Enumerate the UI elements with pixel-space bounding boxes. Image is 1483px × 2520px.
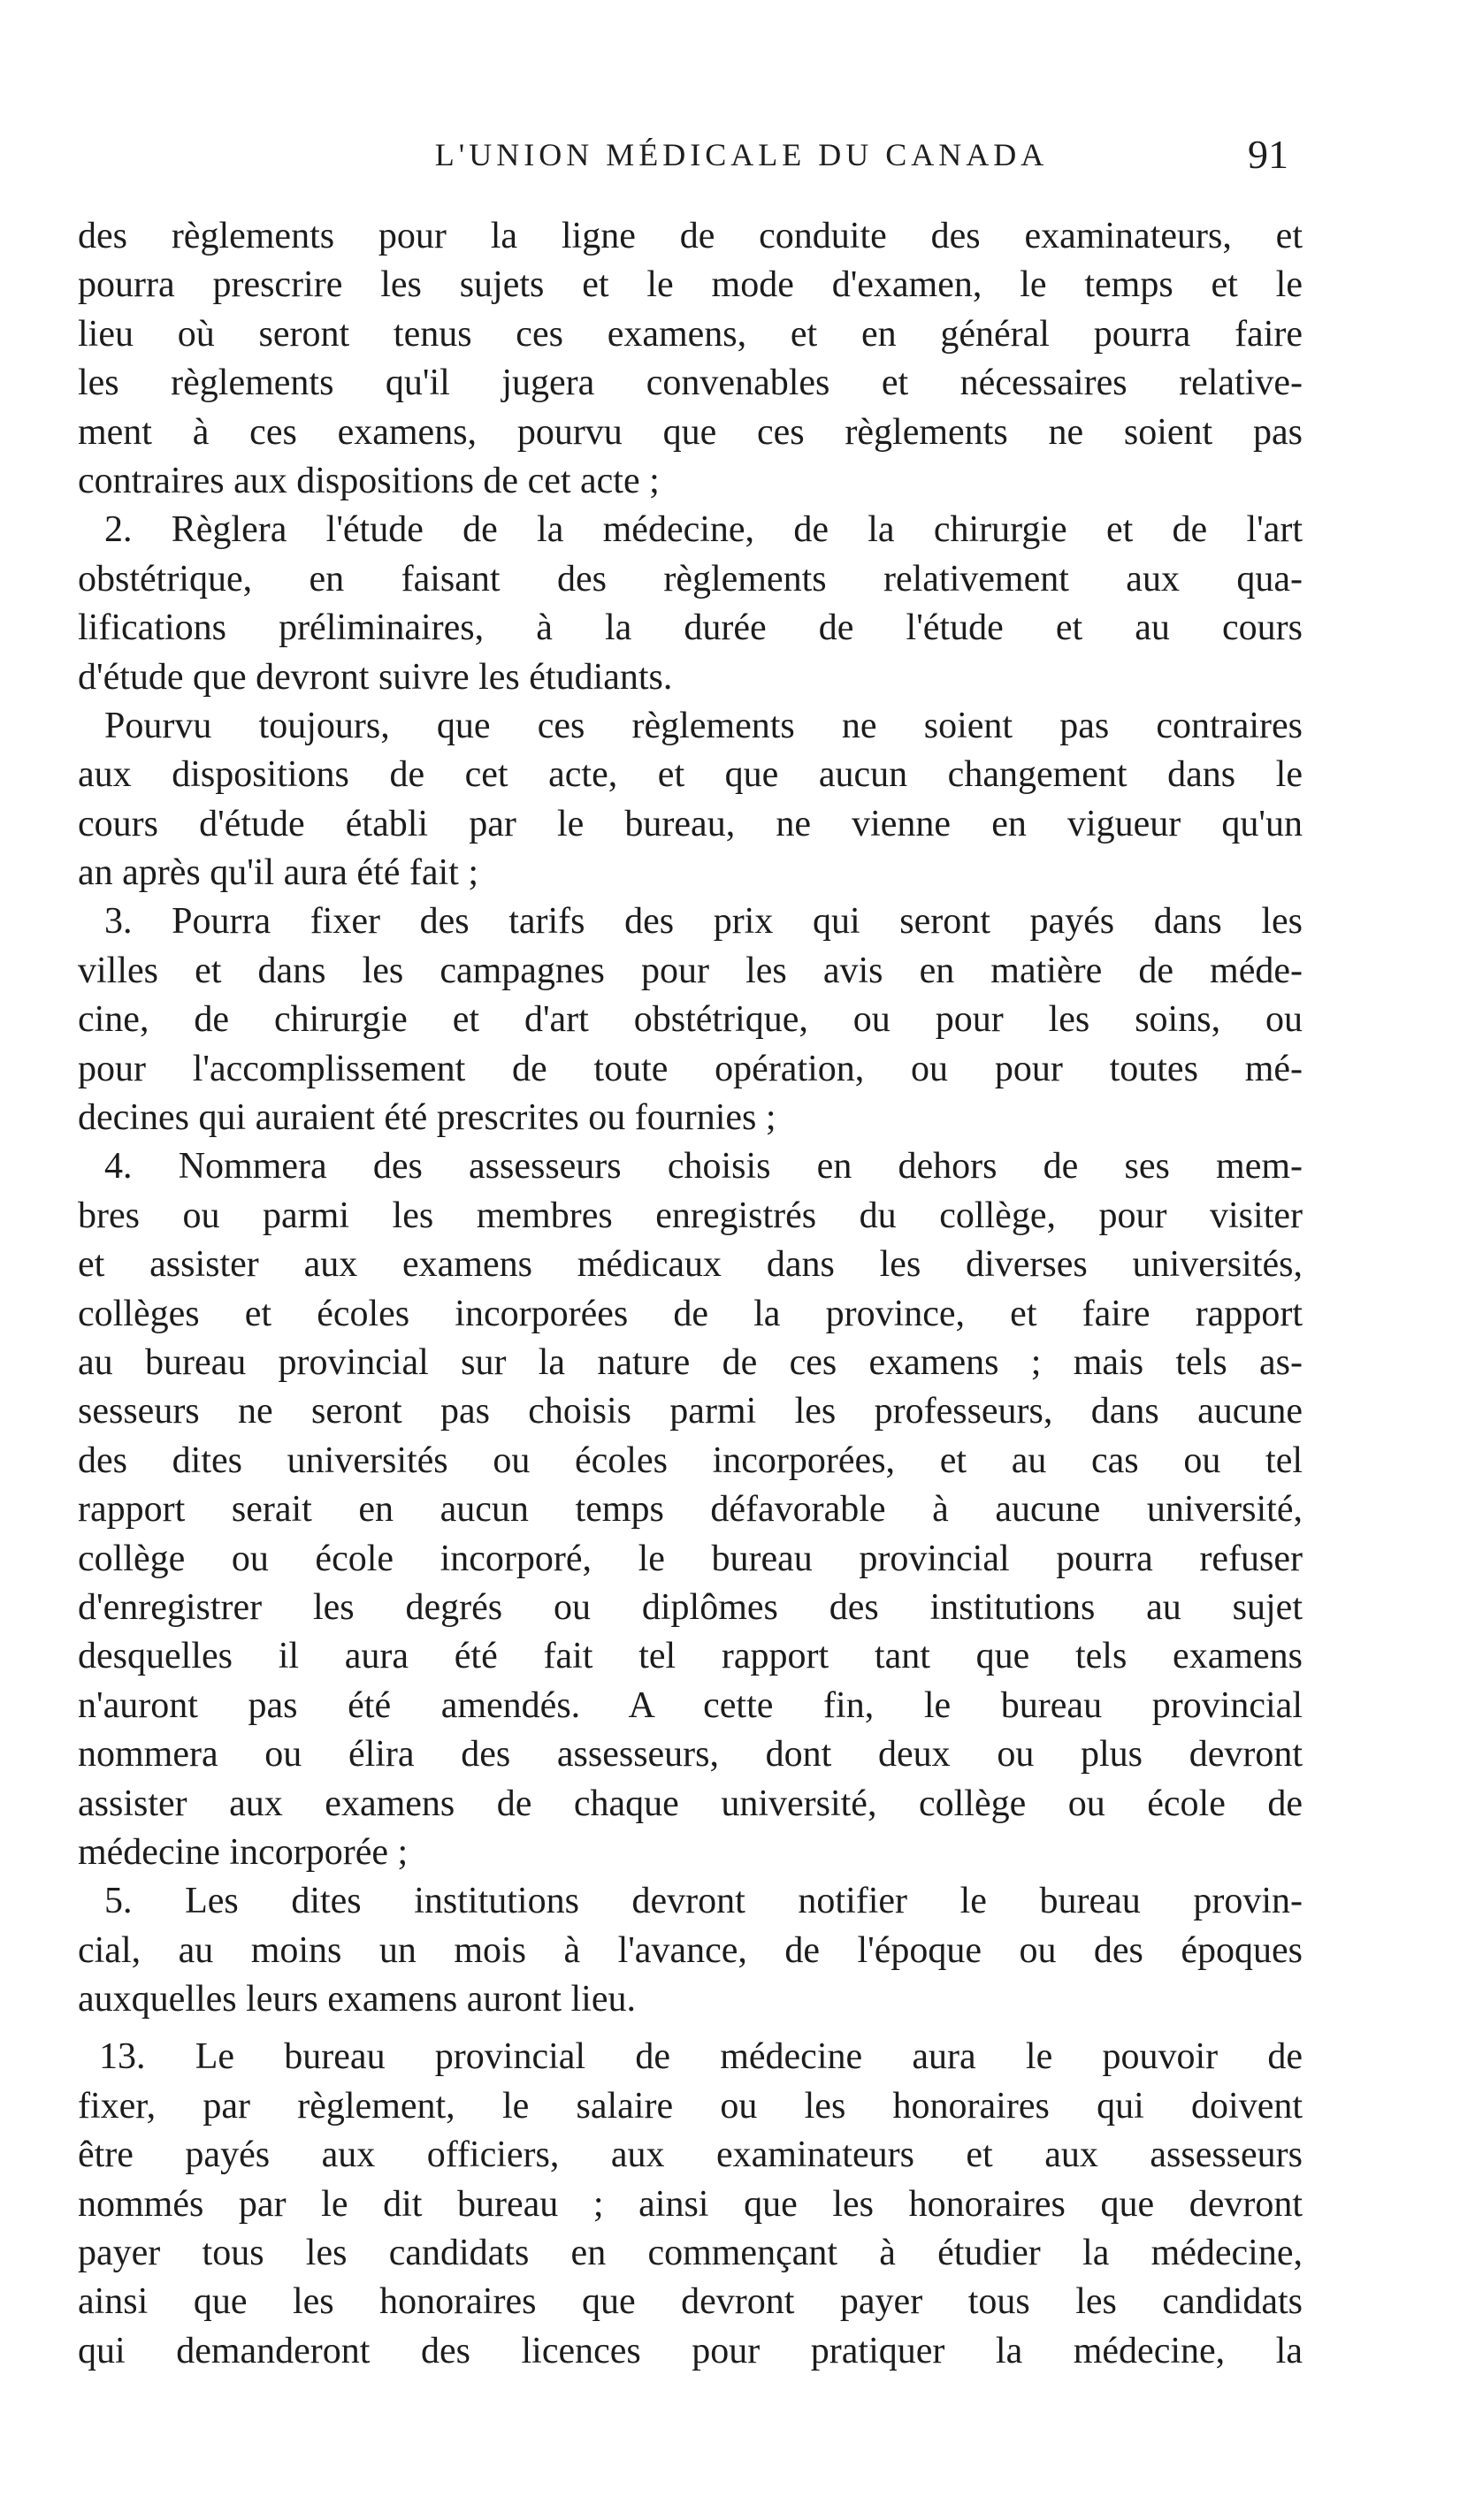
- text-line: qui demanderont des licences pour pratiquer la médecine, la: [78, 2330, 1303, 2371]
- running-header: [80, 124, 1403, 186]
- paragraph-gap: [78, 2024, 1303, 2033]
- text-line: cours d'étude établi par le bureau, ne vienne en vigueur qu'un: [78, 803, 1303, 844]
- text-line: des dites universités ou écoles incorporées, et au cas ou tel: [78, 1439, 1303, 1481]
- text-line: ainsi que les honoraires que devront payer tous les candidats: [78, 2281, 1303, 2323]
- text-line: cine, de chirurgie et d'art obstétrique, ou pour les soins, ou: [78, 999, 1303, 1041]
- text-line: collège ou école incorporé, le bureau provincial pourra refuser: [78, 1538, 1303, 1579]
- text-line: nommera ou élira des assesseurs, dont deux ou plus devront: [78, 1734, 1303, 1775]
- text-line: cial, au moins un mois à l'avance, de l'époque ou des époques: [78, 1929, 1303, 1971]
- text-line: obstétrique, en faisant des règlements relativement aux qua-: [78, 558, 1303, 599]
- text-line: d'étude que devront suivre les étudiants.: [78, 656, 673, 698]
- text-line: 13. Le bureau provincial de médecine aura le pouvoir de: [99, 2036, 1303, 2078]
- text-line: aux dispositions de cet acte, et que aucun changement dans le: [78, 754, 1303, 796]
- text-line: des règlements pour la ligne de conduite des examinateurs, et: [78, 216, 1303, 256]
- text-line: nommés par le dit bureau ; ainsi que les honoraires que devront: [78, 2183, 1303, 2225]
- text-line: auxquelles leurs examens auront lieu.: [78, 1979, 636, 2020]
- text-line: 3. Pourra fixer des tarifs des prix qui seront payés dans les: [104, 901, 1303, 943]
- text-line: être payés aux officiers, aux examinateurs et aux assesseurs: [78, 2134, 1303, 2176]
- text-line: villes et dans les campagnes pour les avis en matière de méde-: [78, 950, 1303, 991]
- page-number: 91: [1248, 132, 1288, 177]
- text-line: rapport serait en aucun temps défavorable à aucune université,: [78, 1489, 1303, 1531]
- text-line: lieu où seront tenus ces examens, et en général pourra faire: [78, 313, 1303, 355]
- text-line: desquelles il aura été fait tel rapport tant que tels examens: [78, 1636, 1303, 1677]
- text-line: assister aux examens de chaque université, collège ou école de: [78, 1783, 1303, 1824]
- text-line: 2. Règlera l'étude de la médecine, de la chirurgie et de l'art: [104, 509, 1303, 551]
- text-line: ment à ces examens, pourvu que ces règlements ne soient pas: [78, 411, 1303, 453]
- text-line: collèges et écoles incorporées de la province, et faire rapport: [78, 1293, 1303, 1334]
- text-line: n'auront pas été amendés. A cette fin, le bureau provincial: [78, 1684, 1303, 1726]
- text-line: pourra prescrire les sujets et le mode d'examen, le temps et le: [78, 264, 1303, 306]
- text-line: an après qu'il aura été fait ;: [78, 852, 479, 894]
- text-line: Pourvu toujours, que ces règlements ne soient pas contraires: [104, 705, 1303, 746]
- text-line: 5. Les dites institutions devront notifier le bureau provin-: [104, 1881, 1303, 1922]
- text-line: payer tous les candidats en commençant à étudier la médecine,: [78, 2233, 1303, 2274]
- text-line: 4. Nommera des assesseurs choisis en dehors de ses mem-: [104, 1146, 1303, 1187]
- text-line: bres ou parmi les membres enregistrés du collège, pour visiter: [78, 1195, 1303, 1236]
- text-line: et assister aux examens médicaux dans les diverses universités,: [78, 1244, 1303, 1286]
- text-line: pour l'accomplissement de toute opération, ou pour toutes mé-: [78, 1048, 1303, 1089]
- text-line: decines qui auraient été prescrites ou fournies ;: [78, 1097, 776, 1139]
- text-line: médecine incorporée ;: [78, 1831, 409, 1873]
- journal-title: L'UNION MÉDICALE DU CANADA: [434, 137, 1049, 172]
- text-line: lifications préliminaires, à la durée de l'étude et au cours: [78, 607, 1303, 649]
- body-text: [78, 212, 1303, 2376]
- text-line: d'enregistrer les degrés ou diplômes des institutions au sujet: [78, 1586, 1303, 1628]
- text-line: les règlements qu'il jugera convenables et nécessaires relative-: [78, 363, 1303, 404]
- text-line: fixer, par règlement, le salaire ou les honoraires qui doivent: [78, 2085, 1303, 2127]
- text-line: contraires aux dispositions de cet acte ;: [78, 460, 660, 501]
- text-line: sesseurs ne seront pas choisis parmi les professeurs, dans aucune: [78, 1391, 1303, 1432]
- text-line: au bureau provincial sur la nature de ces examens ; mais tels as-: [78, 1341, 1303, 1383]
